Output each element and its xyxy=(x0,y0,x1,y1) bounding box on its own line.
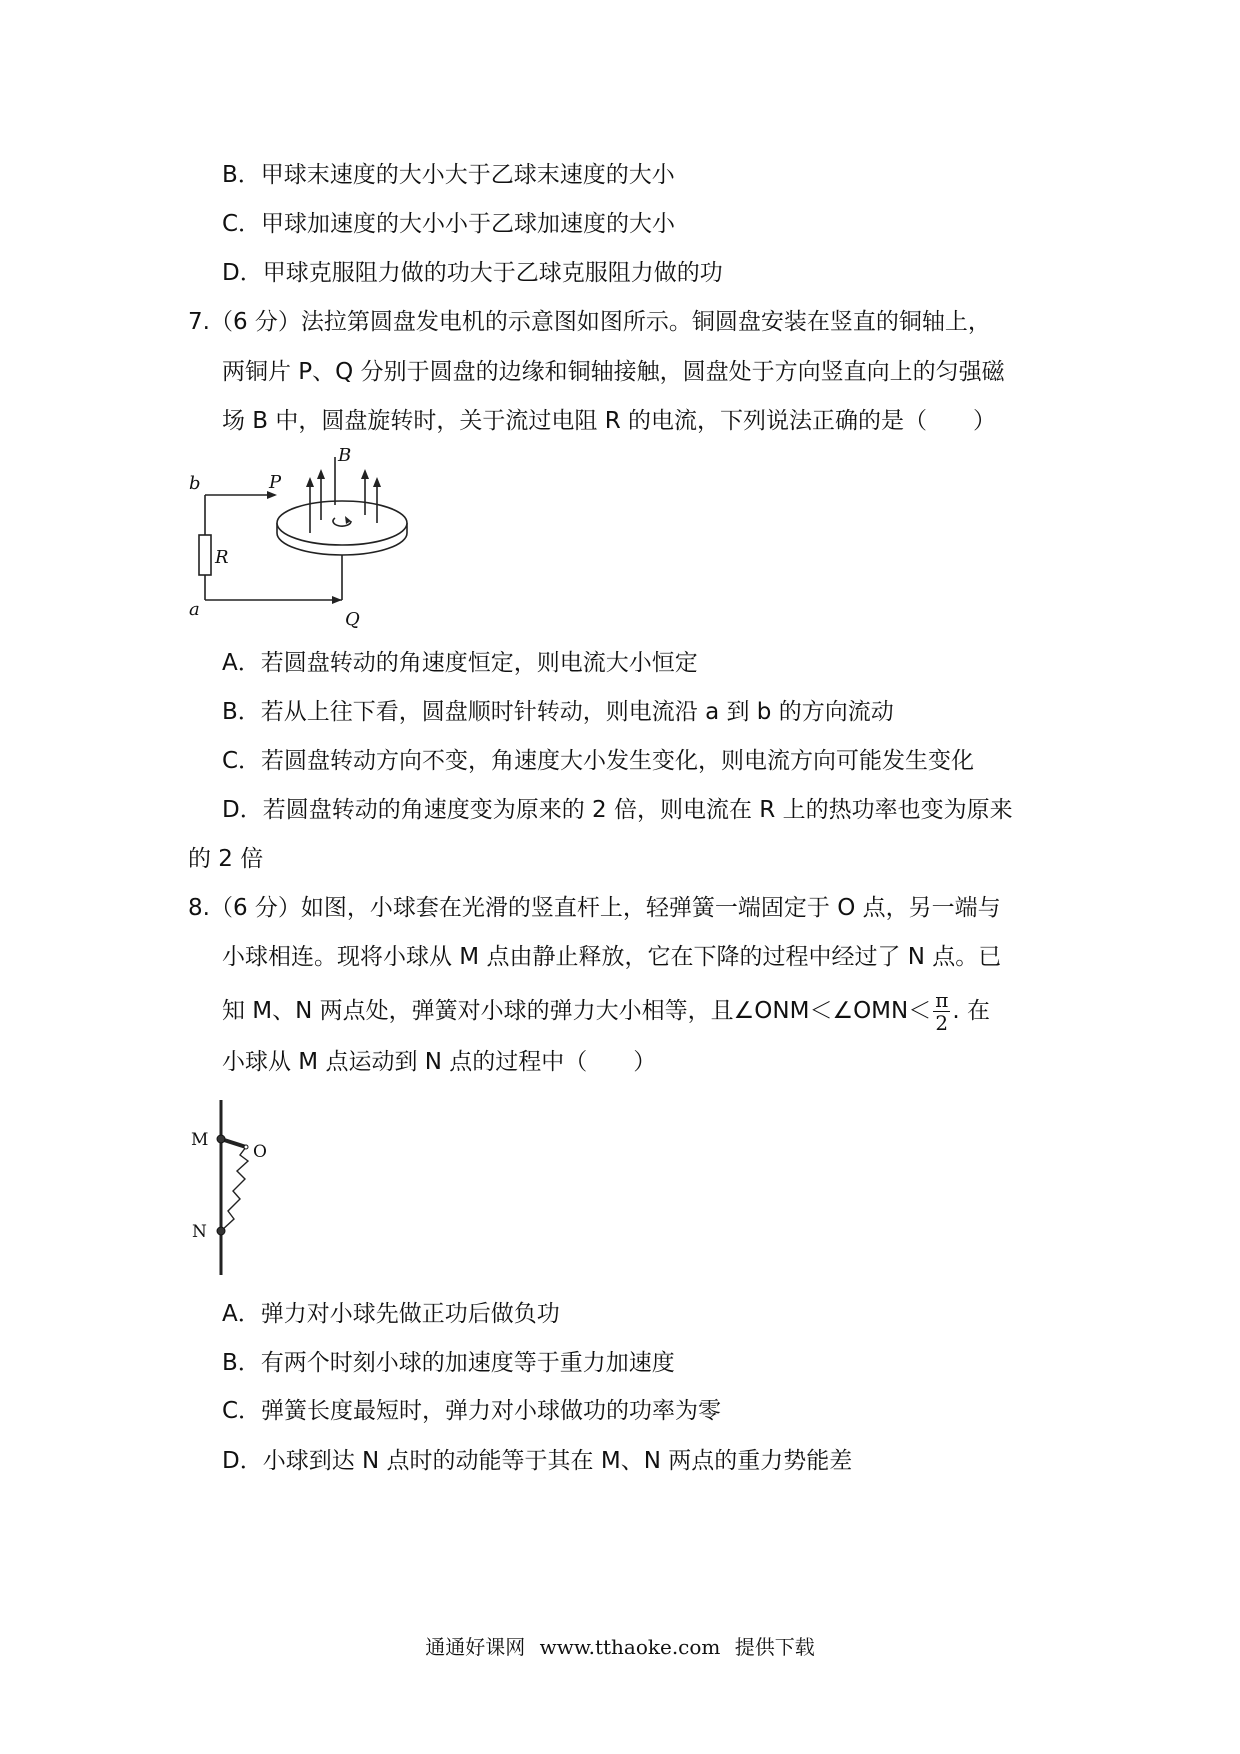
fraction-numerator: π xyxy=(935,988,949,1012)
page-footer xyxy=(0,1634,1240,1660)
spring-coil xyxy=(221,1147,248,1231)
q8-stem-line2: 小球相连。现将小球从 M 点由静止释放，它在下降的过程中经过了 N 点。已 xyxy=(222,944,1002,970)
q6-option-c: C．甲球加速度的大小小于乙球加速度的大小 xyxy=(222,211,676,237)
label-a: a xyxy=(189,599,200,620)
resistor xyxy=(199,535,211,575)
arrow-head xyxy=(317,469,325,479)
q8-stem-line1: 8.（6 分）如图，小球套在光滑的竖直杆上，轻弹簧一端固定于 O 点，另一端与 xyxy=(188,895,1001,921)
fraction-denominator: 2 xyxy=(935,1011,949,1035)
q6-option-d: D．甲球克服阻力做的功大于乙球克服阻力做的功 xyxy=(222,260,723,286)
rod-spring-figure xyxy=(188,1095,288,1285)
label-n: N xyxy=(192,1222,207,1242)
footer-url: www.tthaoke.com xyxy=(539,1635,721,1659)
footer-site-name: 通通好课网 xyxy=(425,1635,526,1659)
label-r: R xyxy=(215,547,229,568)
q8-option-a: A．弹力对小球先做正功后做负功 xyxy=(222,1301,560,1327)
q6-option-b: B．甲球末速度的大小大于乙球末速度的大小 xyxy=(222,162,675,188)
fixed-point-o xyxy=(244,1145,248,1149)
q7-stem-line2: 两铜片 P、Q 分别于圆盘的边缘和铜轴接触，圆盘处于方向竖直向上的匀强磁 xyxy=(222,359,1005,385)
arrow-head xyxy=(306,477,314,487)
q7-option-c: C．若圆盘转动方向不变，角速度大小发生变化，则电流方向可能发生变化 xyxy=(222,748,975,774)
label-p: P xyxy=(269,472,282,493)
label-o: O xyxy=(253,1142,267,1162)
q7-stem-line3: 场 B 中，圆盘旋转时，关于流过电阻 R 的电流，下列说法正确的是（ ） xyxy=(222,408,997,434)
q7-option-d-line2: 的 2 倍 xyxy=(188,846,264,872)
ball-at-n xyxy=(217,1227,225,1235)
ball-at-m xyxy=(217,1135,225,1143)
pi-over-2-fraction xyxy=(933,989,950,1034)
q7-option-d-line1: D．若圆盘转动的角速度变为原来的 2 倍，则电流在 R 上的热功率也变为原来 xyxy=(222,797,1013,823)
footer-note: 提供下载 xyxy=(734,1635,815,1659)
label-m: M xyxy=(191,1130,209,1150)
label-q: Q xyxy=(345,609,360,630)
q8-option-d: D．小球到达 N 点时的动能等于其在 M、N 两点的重力势能差 xyxy=(222,1448,853,1474)
arrow-head xyxy=(332,596,342,604)
arrow-head xyxy=(361,469,369,479)
q8-stem-line4: 小球从 M 点运动到 N 点的过程中（ ） xyxy=(222,1049,657,1075)
q7-option-a: A．若圆盘转动的角速度恒定，则电流大小恒定 xyxy=(222,650,698,676)
q8-stem-line3-end: . 在 xyxy=(952,998,990,1024)
faraday-disk-figure xyxy=(185,445,435,635)
arrow-head xyxy=(373,477,381,487)
q8-option-b: B．有两个时刻小球的加速度等于重力加速度 xyxy=(222,1350,675,1376)
q8-stem-line3 xyxy=(222,989,990,1034)
q8-stem-line3-text: 知 M、N 两点处，弹簧对小球的弹力大小相等，且∠ONM＜∠OMN＜ xyxy=(222,998,932,1024)
label-b: b xyxy=(189,473,201,494)
copper-disk xyxy=(277,501,407,545)
label-b-field: B xyxy=(338,445,352,466)
q8-option-c: C．弹簧长度最短时，弹力对小球做功的功率为零 xyxy=(222,1398,722,1424)
q7-stem-line1: 7.（6 分）法拉第圆盘发电机的示意图如图所示。铜圆盘安装在竖直的铜轴上， xyxy=(188,309,991,335)
q7-option-b: B．若从上往下看，圆盘顺时针转动，则电流沿 a 到 b 的方向流动 xyxy=(222,699,894,725)
